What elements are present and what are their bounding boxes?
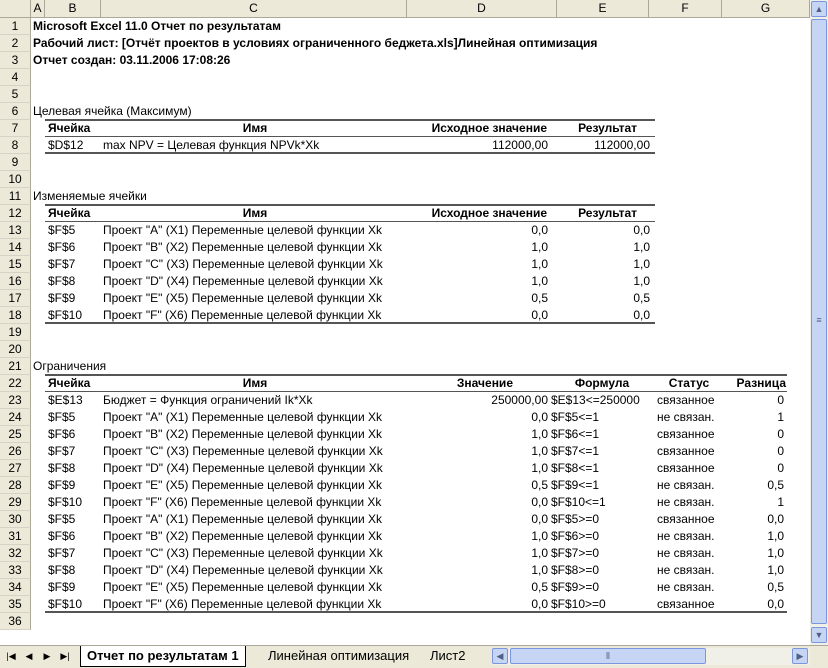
cell-name: Проект "С" (X3) Переменные целевой функции Xk	[103, 444, 383, 458]
column-header[interactable]: F	[649, 0, 722, 17]
table-rule	[45, 322, 655, 324]
constraint-status: связанное	[657, 512, 715, 526]
row-header[interactable]: 33	[0, 562, 31, 579]
cell-ref: $F$10	[48, 495, 83, 509]
sheet-tab-bar	[0, 645, 828, 668]
cell-ref: $F$6	[48, 529, 76, 543]
scroll-down-icon[interactable]: ▼	[811, 627, 827, 643]
row-header[interactable]: 22	[0, 375, 31, 392]
cell-name: Проект "F" (X6) Переменные целевой функции Xk	[103, 597, 382, 611]
col-name-header: Имя	[242, 206, 268, 220]
constraint-diff: 1,0	[767, 563, 784, 577]
constraint-diff: 0,5	[767, 478, 784, 492]
constraint-formula: $F$10<=1	[551, 495, 606, 509]
constraint-status: не связан.	[657, 529, 715, 543]
row-header[interactable]: 34	[0, 579, 31, 596]
cell-ref: $F$8	[48, 274, 76, 288]
constraint-formula: $F$9<=1	[551, 478, 600, 492]
scroll-left-icon[interactable]: ◀	[492, 648, 508, 664]
row-header[interactable]: 28	[0, 477, 31, 494]
constraint-formula: $F$7<=1	[551, 444, 600, 458]
cell-name: Проект "F" (X6) Переменные целевой функции Xk	[103, 308, 382, 322]
tab-linear-optimization[interactable]: Линейная оптимизация	[268, 648, 410, 663]
scroll-up-icon[interactable]: ▲	[811, 1, 827, 17]
table-rule	[45, 611, 787, 613]
col-result-header: Результат	[578, 121, 637, 135]
constraint-formula: $F$5<=1	[551, 410, 600, 424]
constraint-value: 1,0	[531, 427, 548, 441]
cell-name: max NPV = Целевая функция NPVk*Xk	[103, 138, 320, 152]
column-header[interactable]: E	[557, 0, 649, 17]
table-rule	[45, 152, 655, 154]
col-initial-header: Исходное значение	[431, 121, 547, 135]
result-value: 1,0	[633, 274, 650, 288]
initial-value: 1,0	[531, 274, 548, 288]
column-header[interactable]: G	[722, 0, 810, 17]
cell-ref: $F$6	[48, 240, 76, 254]
row-header[interactable]: 10	[0, 171, 31, 188]
constraint-status: связанное	[657, 444, 715, 458]
row-header[interactable]: 16	[0, 273, 31, 290]
cell-ref: $F$9	[48, 580, 76, 594]
col-diff-header: Разница	[736, 376, 786, 390]
row-header[interactable]: 26	[0, 443, 31, 460]
constraint-formula: $F$9>=0	[551, 580, 600, 594]
col-cell-header: Ячейка	[48, 376, 91, 390]
cell-ref: $F$8	[48, 563, 76, 577]
constraint-diff: 1	[777, 495, 784, 509]
prev-sheet-icon[interactable]: ◀	[25, 651, 33, 661]
col-status-header: Статус	[668, 376, 710, 390]
initial-value: 112000,00	[492, 138, 548, 152]
constraint-status: не связан.	[657, 410, 715, 424]
row-header[interactable]: 11	[0, 188, 31, 205]
cell-name: Проект "В" (X2) Переменные целевой функции Xk	[103, 240, 383, 254]
column-header[interactable]: B	[45, 0, 101, 17]
scroll-thumb[interactable]: ≡	[811, 19, 827, 624]
constraint-diff: 1,0	[767, 546, 784, 560]
row-header[interactable]: 2	[0, 35, 31, 52]
select-all-corner[interactable]	[0, 0, 31, 17]
row-header[interactable]: 1	[0, 18, 31, 35]
row-header[interactable]: 14	[0, 239, 31, 256]
col-cell-header: Ячейка	[48, 206, 91, 220]
constraint-diff: 0,5	[767, 580, 784, 594]
cell-ref: $F$7	[48, 444, 76, 458]
cell-name: Проект "D" (X4) Переменные целевой функции Xk	[103, 461, 383, 475]
cell-ref: $F$5	[48, 223, 76, 237]
constraint-value: 1,0	[531, 546, 548, 560]
row-header[interactable]: 4	[0, 69, 31, 86]
tab-report[interactable]: Отчет по результатам 1	[80, 646, 246, 667]
cell-name: Бюджет = Функция ограничений Ik*Xk	[103, 393, 313, 407]
cell-ref: $F$6	[48, 427, 76, 441]
result-value: 0,5	[633, 291, 650, 305]
row-header[interactable]: 3	[0, 52, 31, 69]
constraint-status: не связан.	[657, 563, 715, 577]
row-header[interactable]: 15	[0, 256, 31, 273]
cell-ref: $F$10	[48, 308, 83, 322]
constraint-formula: $F$7>=0	[551, 546, 600, 560]
constraint-status: связанное	[657, 461, 715, 475]
constraint-formula: $F$6>=0	[551, 529, 600, 543]
column-header-bar	[0, 0, 810, 18]
cell-ref: $F$9	[48, 478, 76, 492]
constraint-formula: $F$6<=1	[551, 427, 600, 441]
cell-name: Проект "А" (X1) Переменные целевой функции Xk	[103, 223, 383, 237]
row-header[interactable]: 29	[0, 494, 31, 511]
constraint-diff: 1,0	[767, 529, 784, 543]
section-title: Целевая ячейка (Максимум)	[33, 104, 192, 118]
constraint-status: не связан.	[657, 580, 715, 594]
cell-ref: $F$5	[48, 410, 76, 424]
row-header[interactable]: 25	[0, 426, 31, 443]
worksheet-name: Рабочий лист: [Отчёт проектов в условиях ограниченного беджета.xls]Линейная оптимизация	[33, 36, 598, 50]
cell-name: Проект "А" (X1) Переменные целевой функции Xk	[103, 512, 383, 526]
constraint-diff: 0	[777, 393, 784, 407]
cell-name: Проект "В" (X2) Переменные целевой функции Xk	[103, 427, 383, 441]
constraint-diff: 0	[777, 461, 784, 475]
constraint-diff: 0	[777, 444, 784, 458]
horizontal-scrollbar[interactable]	[492, 648, 810, 665]
row-header[interactable]: 12	[0, 205, 31, 222]
constraint-value: 0,0	[531, 410, 548, 424]
row-header[interactable]: 32	[0, 545, 31, 562]
result-value: 0,0	[633, 308, 650, 322]
constraint-value: 0,0	[531, 512, 548, 526]
row-header[interactable]: 23	[0, 392, 31, 409]
last-sheet-icon[interactable]: ▶|	[60, 651, 70, 661]
section-title: Изменяемые ячейки	[33, 189, 147, 203]
cell-ref: $F$7	[48, 546, 76, 560]
row-header[interactable]: 5	[0, 86, 31, 103]
cell-name: Проект "С" (X3) Переменные целевой функции Xk	[103, 546, 383, 560]
col-name-header: Имя	[242, 121, 268, 135]
scroll-right-icon[interactable]: ▶	[792, 648, 808, 664]
cell-ref: $F$8	[48, 461, 76, 475]
row-header[interactable]: 35	[0, 596, 31, 613]
constraint-status: связанное	[657, 597, 715, 611]
row-header[interactable]: 31	[0, 528, 31, 545]
constraint-value: 0,5	[531, 478, 548, 492]
row-header[interactable]: 9	[0, 154, 31, 171]
constraint-value: 0,0	[531, 495, 548, 509]
col-result-header: Результат	[578, 206, 637, 220]
column-header[interactable]: D	[407, 0, 557, 17]
result-value: 1,0	[633, 257, 650, 271]
constraint-value: 0,5	[531, 580, 548, 594]
tab-sheet2[interactable]: Лист2	[430, 648, 466, 663]
row-header[interactable]: 20	[0, 341, 31, 358]
col-initial-header: Исходное значение	[431, 206, 547, 220]
initial-value: 0,0	[531, 223, 548, 237]
cell-name: Проект "Е" (X5) Переменные целевой функции Xk	[103, 580, 383, 594]
report-created: Отчет создан: 03.11.2006 17:08:26	[33, 53, 231, 67]
initial-value: 1,0	[531, 257, 548, 271]
constraint-formula: $F$5>=0	[551, 512, 600, 526]
cell-name: Проект "А" (X1) Переменные целевой функции Xk	[103, 410, 383, 424]
cell-name: Проект "D" (X4) Переменные целевой функции Xk	[103, 274, 383, 288]
row-header[interactable]: 8	[0, 137, 31, 154]
cell-name: Проект "Е" (X5) Переменные целевой функции Xk	[103, 478, 383, 492]
constraint-value: 1,0	[531, 444, 548, 458]
constraint-diff: 0,0	[767, 597, 784, 611]
row-header[interactable]: 21	[0, 358, 31, 375]
section-title: Ограничения	[33, 359, 107, 373]
row-header[interactable]: 6	[0, 103, 31, 120]
col-name-header: Имя	[242, 376, 268, 390]
constraint-value: 1,0	[531, 563, 548, 577]
initial-value: 1,0	[531, 240, 548, 254]
next-sheet-icon[interactable]: ▶	[43, 651, 51, 661]
constraint-status: связанное	[657, 427, 715, 441]
col-cell-header: Ячейка	[48, 121, 91, 135]
vertical-scrollbar[interactable]	[810, 0, 828, 645]
cell-name: Проект "Е" (X5) Переменные целевой функции Xk	[103, 291, 383, 305]
row-header[interactable]: 17	[0, 290, 31, 307]
cell-ref: $F$10	[48, 597, 83, 611]
cell-name: Проект "С" (X3) Переменные целевой функции Xk	[103, 257, 383, 271]
constraint-formula: $F$8<=1	[551, 461, 600, 475]
col-value-header: Значение	[456, 376, 513, 390]
first-sheet-icon[interactable]: |◀	[6, 651, 16, 661]
row-header[interactable]: 30	[0, 511, 31, 528]
cell-ref: $E$13	[48, 393, 83, 407]
hscroll-thumb[interactable]: ⦀	[510, 648, 706, 664]
row-header[interactable]: 24	[0, 409, 31, 426]
constraint-status: не связан.	[657, 478, 715, 492]
column-header[interactable]: C	[101, 0, 407, 17]
result-value: 112000,00	[594, 138, 650, 152]
cell-name: Проект "D" (X4) Переменные целевой функции Xk	[103, 563, 383, 577]
row-header[interactable]: 13	[0, 222, 31, 239]
cell-name: Проект "В" (X2) Переменные целевой функции Xk	[103, 529, 383, 543]
constraint-formula: $F$10>=0	[551, 597, 606, 611]
constraint-status: не связан.	[657, 546, 715, 560]
result-value: 0,0	[633, 223, 650, 237]
cell-name: Проект "F" (X6) Переменные целевой функции Xk	[103, 495, 382, 509]
initial-value: 0,0	[531, 308, 548, 322]
constraint-value: 1,0	[531, 529, 548, 543]
constraint-formula: $F$8>=0	[551, 563, 600, 577]
column-header[interactable]: A	[31, 0, 45, 17]
constraint-formula: $E$13<=250000	[551, 393, 640, 407]
constraint-status: связанное	[657, 393, 715, 407]
initial-value: 0,5	[531, 291, 548, 305]
row-header[interactable]: 18	[0, 307, 31, 324]
cell-ref: $F$5	[48, 512, 76, 526]
cell-ref: $F$7	[48, 257, 76, 271]
constraint-diff: 0	[777, 427, 784, 441]
row-header[interactable]: 7	[0, 120, 31, 137]
cell-ref: $D$12	[48, 138, 84, 152]
constraint-value: 1,0	[531, 461, 548, 475]
row-header[interactable]: 27	[0, 460, 31, 477]
constraint-diff: 0,0	[767, 512, 784, 526]
cell-ref: $F$9	[48, 291, 76, 305]
col-formula-header: Формула	[574, 376, 630, 390]
constraint-value: 0,0	[531, 597, 548, 611]
result-value: 1,0	[633, 240, 650, 254]
constraint-status: не связан.	[657, 495, 715, 509]
row-header[interactable]: 36	[0, 613, 31, 630]
report-title: Microsoft Excel 11.0 Отчет по результатам	[33, 19, 281, 33]
row-header[interactable]: 19	[0, 324, 31, 341]
constraint-diff: 1	[777, 410, 784, 424]
constraint-value: 250000,00	[491, 393, 548, 407]
